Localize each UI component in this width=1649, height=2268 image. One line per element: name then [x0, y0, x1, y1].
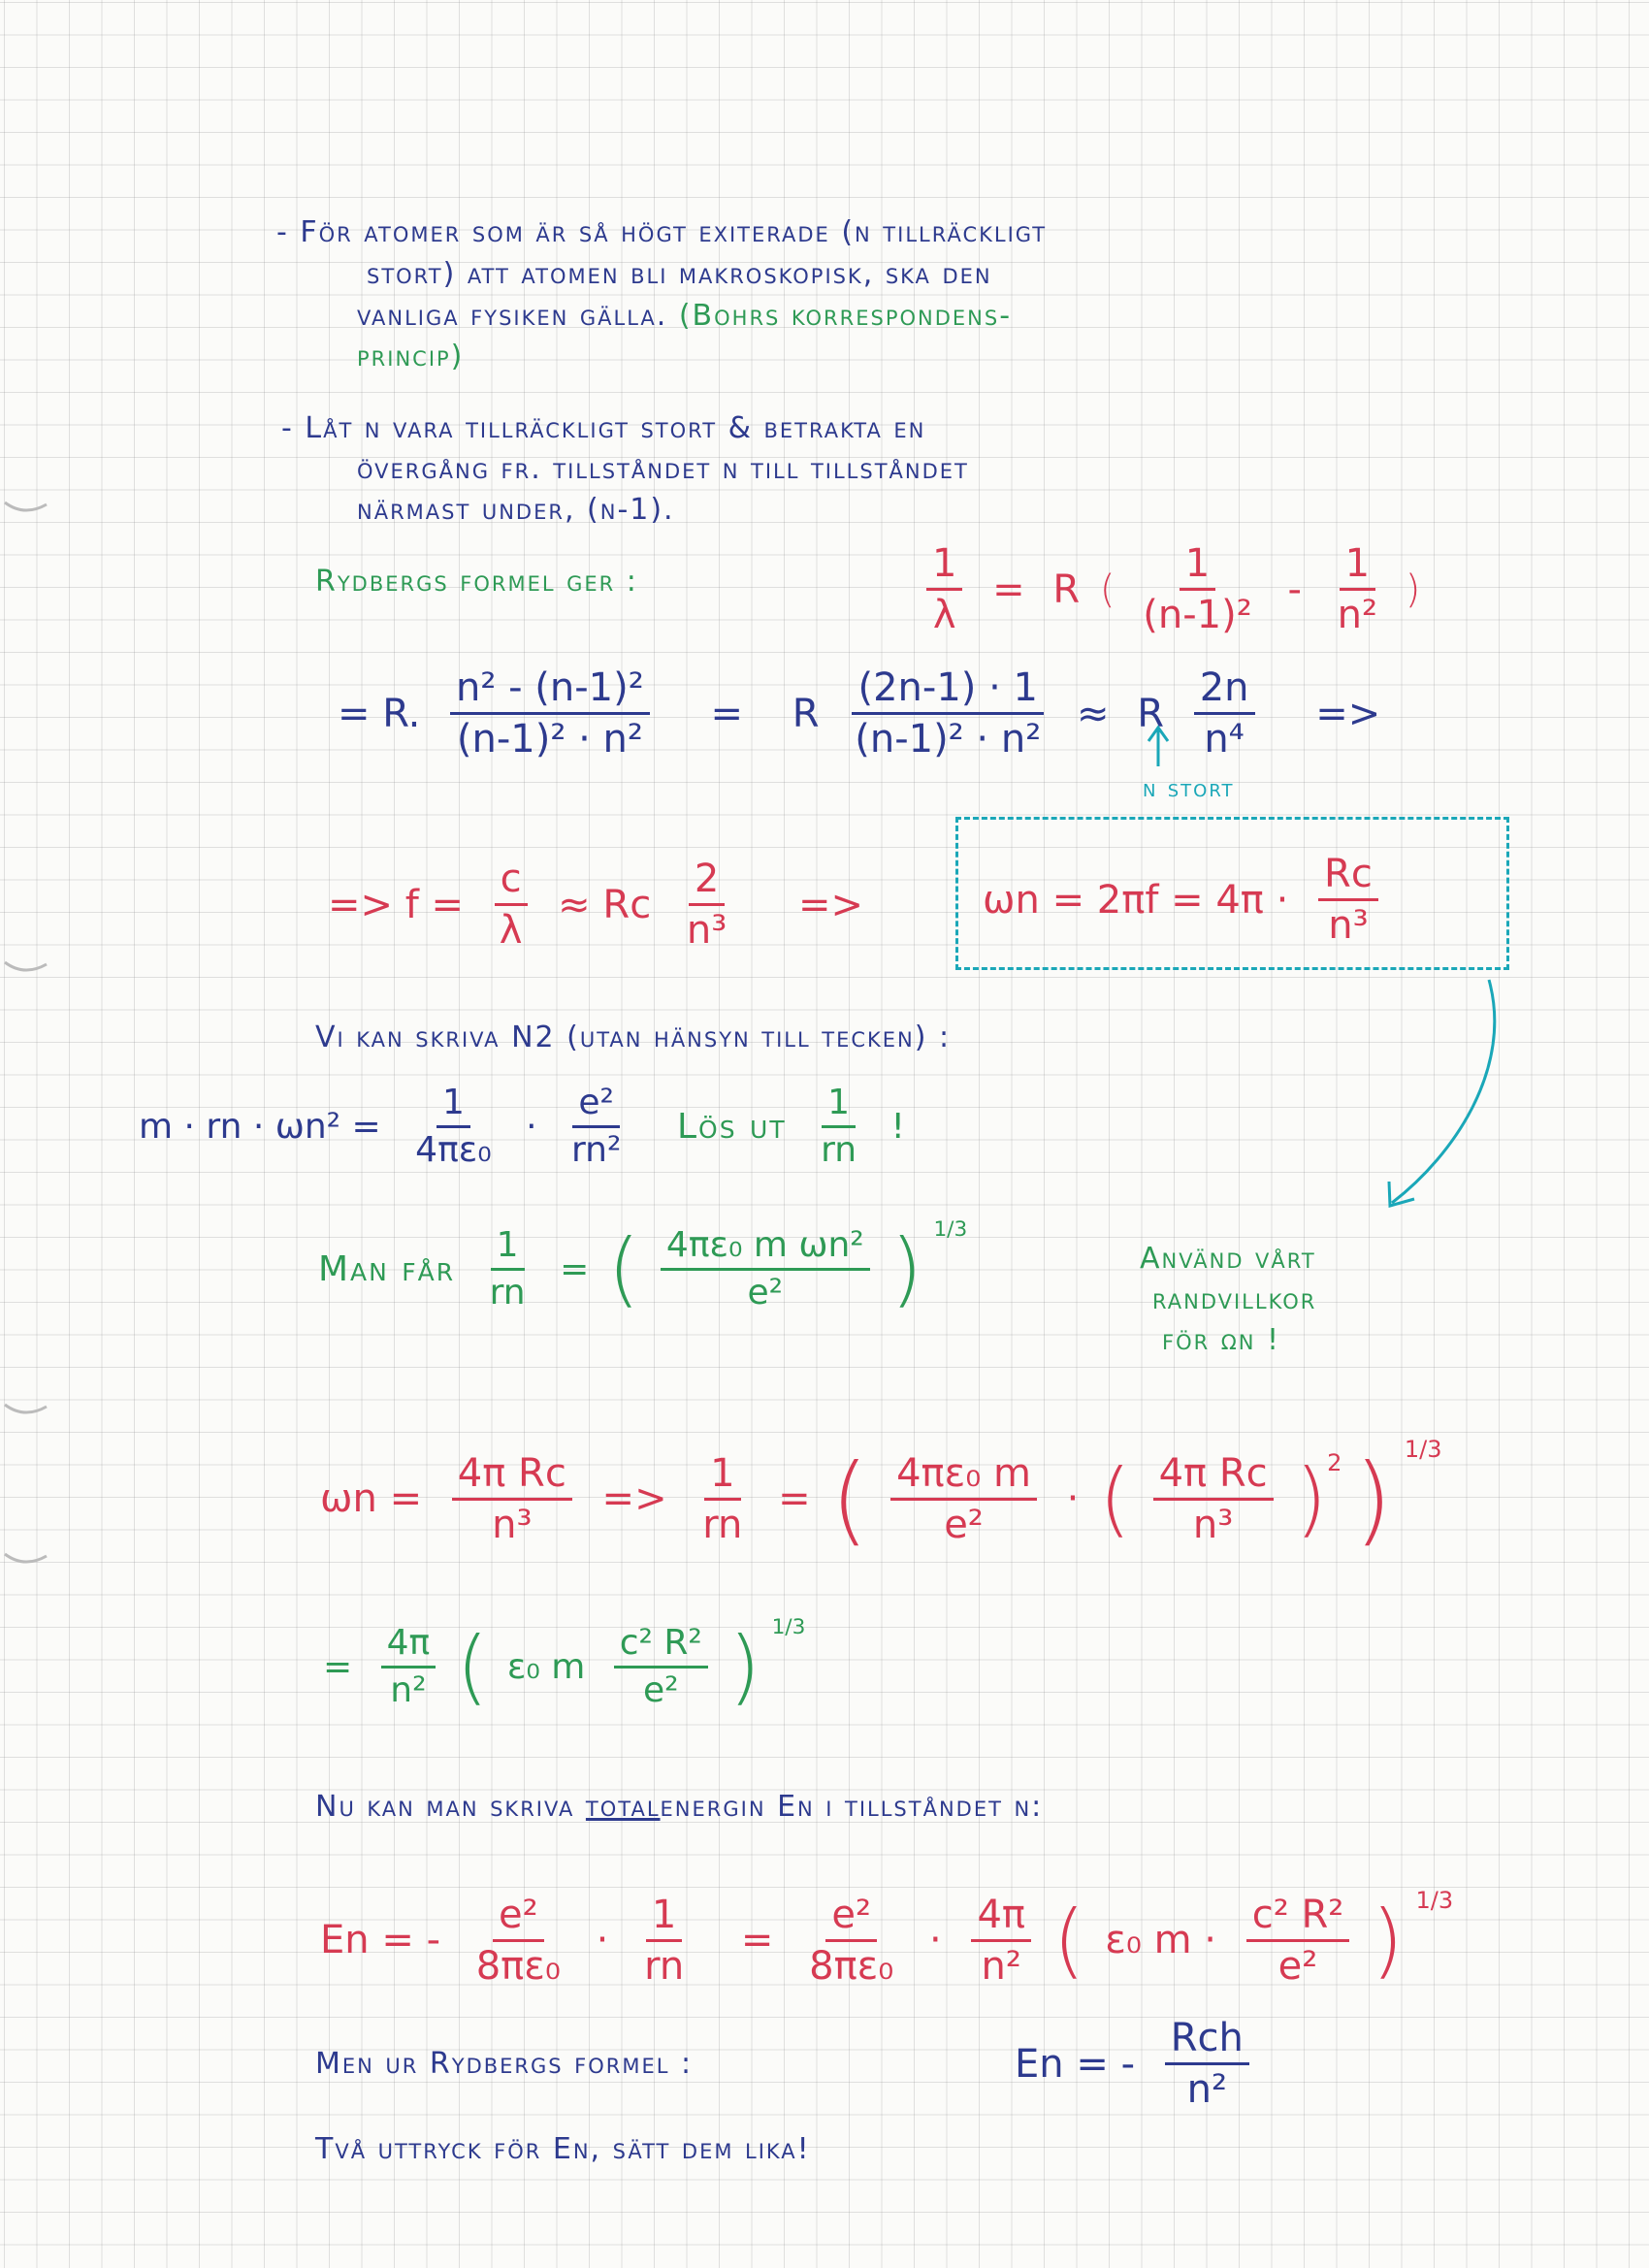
total-underlined: total — [585, 1790, 661, 1824]
binder-hole-mark — [0, 1385, 48, 1434]
frac-num: 1 — [926, 543, 962, 591]
en-equals: En = - — [320, 1918, 441, 1962]
implies-arrow: => — [601, 1476, 667, 1521]
rc-over-n3 — [1318, 854, 1378, 946]
frac-den: n² — [1337, 593, 1377, 637]
man-far-formula — [310, 1217, 967, 1316]
frac-den: 8πε₀ — [475, 1943, 561, 1989]
frac-num: 4πε₀ m ωn² — [661, 1227, 870, 1271]
dot-operator: · — [596, 1918, 609, 1962]
box-to-boundary-arrow-head — [1389, 1182, 1414, 1206]
frac-num: n² - (n-1)² — [450, 667, 650, 715]
frac-num: 1 — [704, 1453, 740, 1501]
frac-den: λ — [499, 908, 523, 953]
rydberg-constant: R — [792, 691, 820, 736]
dot-operator: · — [526, 1106, 537, 1147]
expansion-frac-1 — [450, 667, 650, 760]
binder-hole-mark — [0, 943, 48, 991]
man-far-label: Man får — [318, 1248, 456, 1289]
expansion-frac-2 — [849, 667, 1047, 760]
frac-den: e² — [944, 1502, 984, 1547]
bullet1-line1: - För atomer som är så högt exiterade (n tillräckligt — [276, 215, 1048, 249]
omega-equals: ωn = 2πf = 4π · — [983, 877, 1289, 923]
frac-num: 1 — [436, 1085, 470, 1128]
frac-den: n³ — [1192, 1502, 1234, 1547]
one-over-rn — [484, 1224, 532, 1312]
n2-label: Vi kan skriva N2 (utan hänsyn till tecken) : — [315, 1021, 952, 1054]
c-over-lambda — [494, 859, 529, 951]
frac-num: 4π Rc — [452, 1453, 572, 1501]
frac-den: rn — [644, 1943, 685, 1989]
final-line2: Två uttryck för En, sätt dem lika! — [315, 2132, 811, 2166]
frac-den: 4πε₀ — [415, 1129, 492, 1170]
frac-den: rn — [489, 1272, 526, 1312]
frac-den: rn — [702, 1502, 743, 1547]
frac-den: n³ — [686, 908, 728, 953]
bullet1-line2: stort) att atomen bli makroskopisk, ska den — [367, 257, 992, 291]
binder-hole-mark — [0, 1535, 48, 1583]
rc-frac — [1153, 1450, 1274, 1547]
newton-second-law — [131, 1085, 636, 1169]
eps-m: ε₀ m — [506, 1646, 586, 1687]
two-over-n3 — [681, 859, 732, 951]
frequency-formula — [320, 859, 871, 951]
e2-over-r2-frac — [566, 1085, 627, 1169]
equals-sign: = — [710, 691, 743, 736]
one-over-lambda — [926, 543, 962, 635]
implies-arrow: => — [798, 882, 864, 927]
paren-close: ) — [890, 1221, 922, 1316]
frac-num: e² — [825, 1895, 877, 1942]
solve-note — [669, 1085, 913, 1169]
equals-sign: = — [560, 1248, 590, 1289]
frac-num: 2 — [689, 859, 725, 906]
e2-over-8pi-eps — [803, 1892, 899, 1989]
frac-den: (n-1)² · n² — [855, 717, 1042, 761]
frac-num: 4π — [381, 1625, 436, 1669]
bullet1-line3-text: vanliga fysiken gälla. — [357, 299, 679, 333]
paren-close: ) — [728, 1619, 761, 1714]
exponent: 1/3 — [771, 1615, 806, 1639]
exponent: 1/3 — [933, 1217, 968, 1242]
bullet2-line3: närmast under, (n-1). — [357, 493, 675, 527]
frac-den: λ — [932, 593, 956, 637]
exponent: 1/3 — [1415, 1887, 1454, 1914]
frac-num: c — [495, 859, 528, 906]
dot-operator: · — [929, 1918, 942, 1962]
frac-den: rn² — [571, 1129, 622, 1170]
equals-R: = R. — [338, 691, 421, 736]
squared: 2 — [1327, 1449, 1342, 1476]
coulomb-const-frac — [409, 1085, 497, 1169]
boundary-note-3: för ωn ! — [1162, 1323, 1281, 1357]
frac-den: n³ — [492, 1502, 533, 1547]
bullet2-line2: övergång fr. tillståndet n till tillståndet — [357, 452, 969, 486]
one-over-rn — [815, 1085, 862, 1169]
equals-sign: = — [323, 1646, 353, 1687]
rydberg-constant: R — [1137, 691, 1164, 736]
final-line1: Men ur Rydbergs formel : — [315, 2047, 694, 2081]
four-pi-over-n2 — [971, 1892, 1031, 1989]
frac-den: n² — [1186, 2067, 1227, 2112]
solve-label: Lös ut — [677, 1106, 787, 1147]
frac-num: 1 — [491, 1227, 525, 1271]
eps-m-frac — [890, 1450, 1037, 1547]
f-equals: => f = — [328, 882, 465, 927]
frac-num: 2n — [1194, 667, 1255, 715]
frac-den: (n-1)² · n² — [456, 717, 643, 761]
frac-num: 1 — [1340, 543, 1375, 591]
paren-close: ) — [1372, 1893, 1404, 1988]
exponent: 1/3 — [1404, 1436, 1442, 1463]
approx-sign: ≈ — [1076, 691, 1110, 736]
frac-den: 8πε₀ — [809, 1943, 894, 1989]
c2r2-over-e2 — [1246, 1892, 1350, 1989]
e2-over-8pi-eps — [470, 1892, 566, 1989]
frac-num: c² R² — [614, 1625, 708, 1669]
frac-num: e² — [493, 1895, 544, 1942]
paren-open: ( — [1052, 1893, 1085, 1988]
equals-sign: = — [740, 1918, 774, 1962]
boundary-note-1: Använd vårt — [1140, 1242, 1316, 1276]
rydberg-label: Rydbergs formel ger : — [315, 565, 638, 599]
one-over-rn — [696, 1450, 748, 1547]
frac-num: 1 — [1180, 543, 1215, 591]
omega-formula — [975, 854, 1388, 946]
paren-close: ) — [1405, 567, 1421, 612]
boundary-note-2: randvillkor — [1152, 1282, 1317, 1316]
n-large-note: n stort — [1143, 774, 1235, 803]
paren-close: ) — [1354, 1442, 1393, 1556]
one-over-rn — [638, 1892, 690, 1989]
total-energy-label — [315, 1790, 1043, 1824]
frac-num: 4π — [971, 1895, 1031, 1942]
bullet2-line1: - Låt n vara tillräckligt stort & betrakta en — [281, 411, 926, 445]
energy-formula — [312, 1887, 1453, 1988]
frac-num: Rc — [1318, 854, 1378, 901]
frac-den: e² — [747, 1272, 784, 1312]
eps-m: ε₀ m · — [1105, 1918, 1216, 1962]
minus-sign: - — [1287, 567, 1302, 612]
frac-den: rn — [821, 1129, 857, 1170]
frac-num: 1 — [646, 1895, 682, 1942]
exclamation: ! — [890, 1106, 905, 1147]
omega-equals: ωn = — [320, 1476, 423, 1521]
paren-open: ( — [607, 1221, 640, 1316]
equals-sign: = — [992, 567, 1025, 612]
total-post: energin En i tillståndet n: — [660, 1790, 1044, 1824]
frac-den: e² — [1277, 1943, 1318, 1989]
bullet1-line4: princip) — [357, 340, 465, 373]
frac-den: n² — [390, 1669, 427, 1710]
bohr-principle-text: (Bohrs korrespondens- — [678, 299, 1013, 333]
en-equals: En = - — [1015, 2041, 1136, 2087]
frac-num: Rch — [1165, 2018, 1249, 2065]
simplified-formula — [315, 1615, 805, 1714]
frac-den: n² — [981, 1943, 1021, 1989]
paren-open: ( — [456, 1619, 489, 1714]
binder-hole-mark — [0, 483, 48, 532]
frac-num: (2n-1) · 1 — [852, 667, 1044, 715]
frac-num: c² R² — [1246, 1895, 1350, 1942]
fraction-1 — [1137, 543, 1257, 635]
omega-frac — [452, 1450, 572, 1547]
rch-over-n2 — [1165, 2018, 1249, 2110]
frac-num: e² — [572, 1085, 620, 1128]
frac-den: n⁴ — [1204, 717, 1245, 761]
paren-open-inner: ( — [1099, 1451, 1131, 1546]
frac-den: e² — [643, 1669, 679, 1710]
total-pre: Nu kan man skriva — [315, 1790, 586, 1824]
implies-arrow: => — [1315, 691, 1381, 736]
bullet1-line3 — [357, 299, 1012, 333]
rydberg-energy — [1007, 2018, 1259, 2110]
omega-substitution — [312, 1436, 1442, 1556]
frac-num: 4π Rc — [1153, 1453, 1274, 1501]
dot-operator: · — [1066, 1476, 1080, 1521]
approx-rc: ≈ Rc — [558, 882, 652, 927]
inner-frac — [661, 1224, 870, 1312]
frac-num: 1 — [822, 1085, 856, 1128]
paren-open: ( — [1099, 567, 1116, 612]
m-r-omega: m · rn · ωn² = — [139, 1106, 381, 1147]
frac-num: 4πε₀ m — [890, 1453, 1037, 1501]
fraction-2 — [1332, 543, 1383, 635]
expansion-frac-3 — [1194, 667, 1255, 760]
paren-open: ( — [830, 1442, 869, 1556]
rydberg-constant: R — [1052, 567, 1081, 612]
box-to-boundary-arrow — [1392, 980, 1495, 1203]
equals-sign: = — [778, 1476, 811, 1521]
rydberg-formula — [917, 543, 1420, 635]
frac-den: n³ — [1328, 903, 1369, 948]
c2r2-over-e2 — [614, 1622, 708, 1710]
frac-den: (n-1)² — [1143, 593, 1252, 637]
paren-close-inner: ) — [1295, 1451, 1328, 1546]
expansion-formula — [330, 667, 1388, 760]
four-pi-over-n2 — [381, 1622, 436, 1710]
